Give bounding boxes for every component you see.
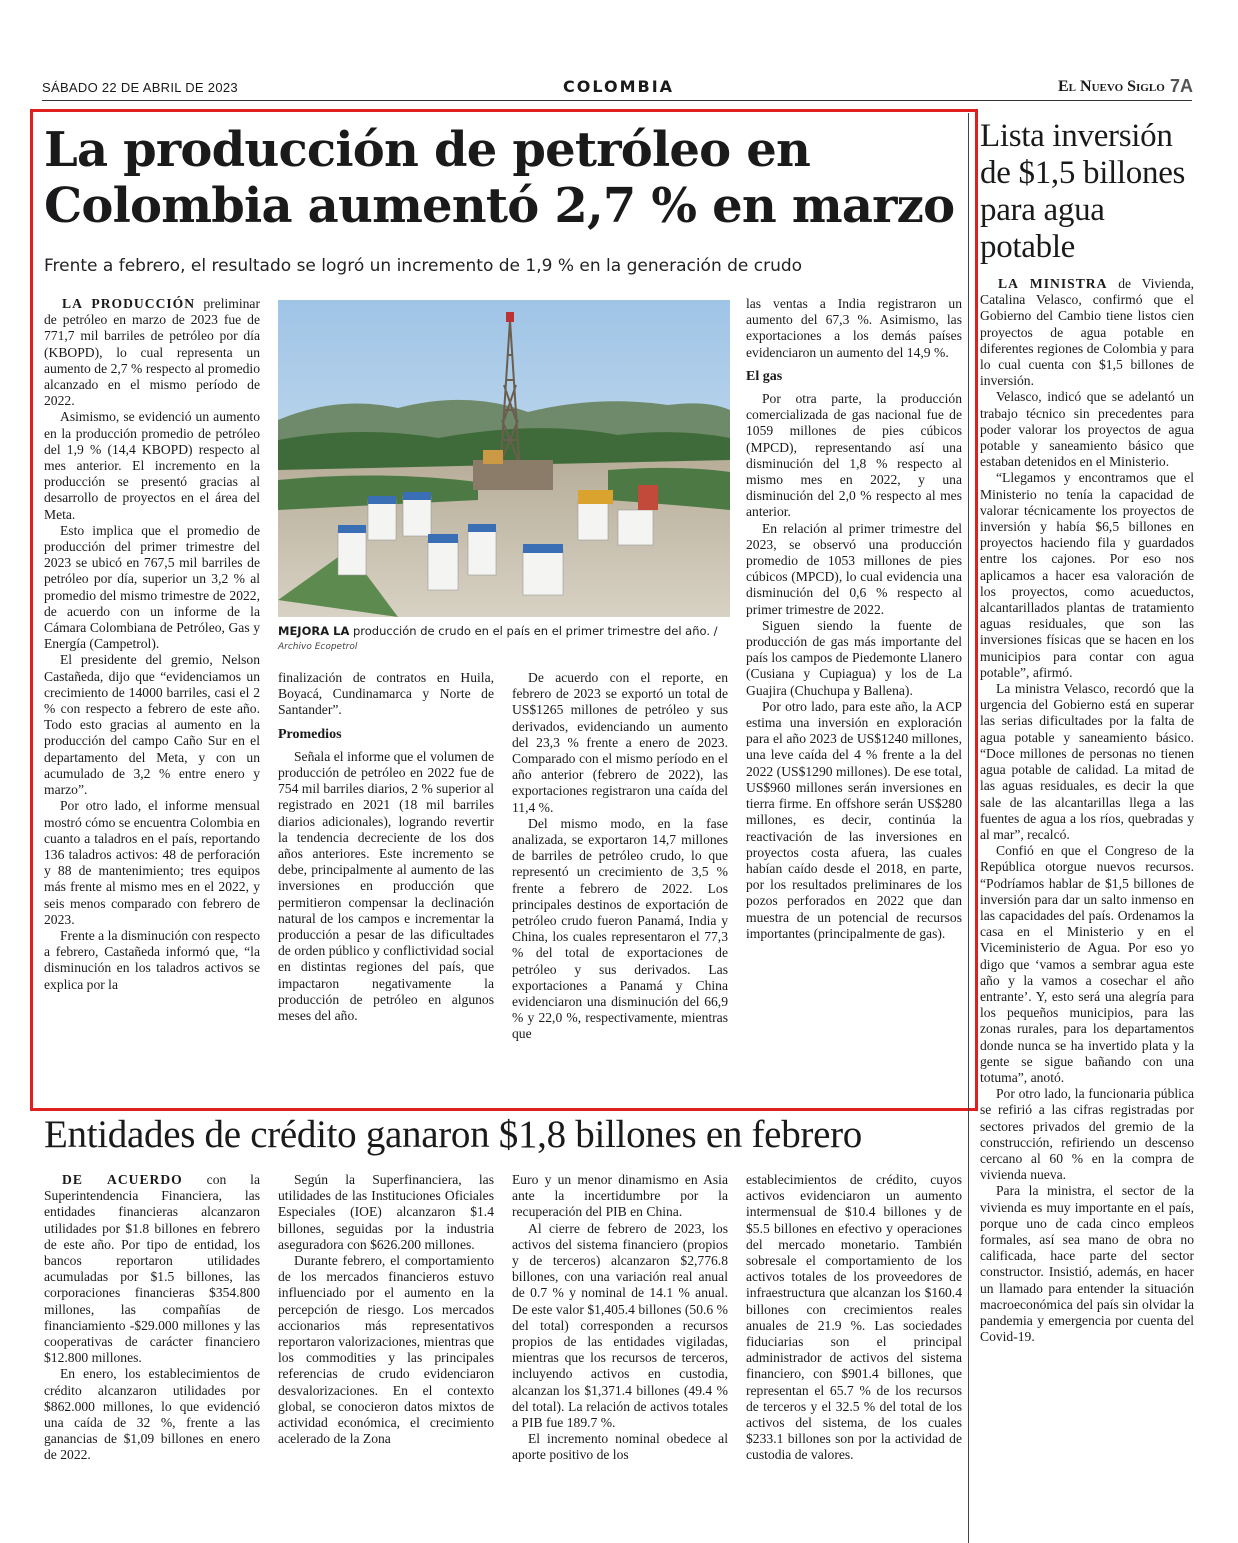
paragraph: El incremento nominal obedece al aporte positivo de los <box>512 1431 728 1463</box>
headline-line-2: Colombia aumentó 2,7 % en marzo <box>44 178 955 234</box>
paragraph: Asimismo, se evidenció un aumento en la producción promedio de petróleo del 1,9 % (14,4 KBOPD) respecto al mes anterior. El incremento en la producción se presentó gracias al desarrollo de proyectos en el área del Meta. <box>44 409 260 522</box>
caption-lead: MEJORA LA <box>278 624 350 638</box>
caption-text: producción de crudo en el país en el primer trimestre del año. / <box>349 624 718 638</box>
lead-in: LA PRODUCCIÓN <box>62 296 196 311</box>
paragraph: Velasco, indicó que se adelantó un trabajo técnico sin precedentes para poder valorar los proyectos de agua potable y saneamiento básico que estaban detenidos en el Ministerio. <box>980 389 1194 470</box>
paragraph: Euro y un menor dinamismo en Asia ante la incertidumbre por la recuperación del PIB en China. <box>512 1172 728 1220</box>
paragraph: finalización de contratos en Huila, Boyacá, Cundinamarca y Norte de Santander”. <box>278 670 494 718</box>
paragraph: Frente a la disminución con respecto a febrero, Castañeda informó que, “la disminución en los taladros activos se explica por la <box>44 927 260 992</box>
paragraph-text: preliminar de petróleo en marzo de 2023 fue de 771,7 mil barriles de petróleo por día (KBOPD), lo cual representa un aumento de 2,7 % respecto al promedio alcanzado en el mismo período de 2022. <box>44 296 260 409</box>
oil-rig-photo <box>278 300 730 617</box>
article-column-2 <box>278 670 494 1024</box>
paragraph: La ministra Velasco, recordó que la urgencia del Gobierno está en superar las serias dificultades por la falta de agua potable y saneamiento básico. “Doce millones de personas no tienen agua potable de calidad. La mitad de las aguas residuales, es decir la que sale de las alcantarillas llega a las fuentes de agua a los ríos, quebradas y al mar”, recalcó. <box>980 681 1194 842</box>
sidebar-column <box>980 276 1194 1345</box>
newspaper-brand: El Nuevo Siglo <box>1058 78 1165 95</box>
article2-headline: Entidades de crédito ganaron $1,8 billones en febrero <box>44 1113 862 1156</box>
paragraph: Por otra parte, la producción comercializada de gas nacional fue de 1059 millones de pies cúbicos (MPCD), representando así una disminución del 1,8 % respecto al mismo mes en 2022, y una disminución del 2,0 % respecto al mes anterior. <box>746 391 962 520</box>
paragraph: Señala el informe que el volumen de producción de petróleo en 2022 fue de 754 mil barriles diarios, 2 % superior al registrado en 2021 (18 mil barriles diarios adicionales), logrando revertir la tendencia decreciente de los dos años anteriores. Este incremento se debe, principalmente al aumento de las inversiones en producción que permitieron compensar la declinación natural de los campos e incrementar la producción a pesar de las dificultades de orden público y conflictividad social en distintas regiones del país, que impactaron negativamente la producción de petróleo en algunos meses del año. <box>278 748 494 1024</box>
article2-column-3 <box>512 1172 728 1464</box>
paragraph: El presidente del gremio, Nelson Castañeda, dijo que “evidenciamos un crecimiento de 14000 barriles, casi el 2 % con respecto a febrero de este año. Todo esto gracias al aumento en la producción del campo Caño Sur en el departamento del Meta, y con un acumulado de 3,2 % entre enero y marzo”. <box>44 652 260 798</box>
photo-credit: Archivo Ecopetrol <box>278 642 358 652</box>
paragraph: Por otro lado, para este año, la ACP estima una inversión en exploración para el año 2023 de US$1240 millones, una leve caída del 4 % frente a la del 2022 (US$1290 millones). De ese total, US$960 millones serán inversiones en tierra firme. En offshore serán US$280 millones, es decir, continúa la reactivación de las inversiones en proyectos costa afuera, las cuales habían caído desde el 2018, en parte, por los resultados preliminares de los pozos perforados en 2022 que dan muestra de un potencial de recursos importantes (principalmente de gas). <box>746 698 962 941</box>
paragraph: Esto implica que el promedio de producción del primer trimestre del 2023 se ubicó en 767,5 mil barriles de petróleo por día, superior un 3,2 % al promedio del mismo trimestre de 2022, de acuerdo con un informe de la Cámara Colombiana de Petróleo, Gas y Energía (Campetrol). <box>44 522 260 652</box>
headline-line-1: La producción de petróleo en <box>44 122 811 178</box>
lead-in: DE ACUERDO <box>62 1172 183 1187</box>
paragraph <box>980 276 1194 389</box>
paragraph: Por otro lado, el informe mensual mostró cómo se encuentra Colombia en cuanto a taladros en el país, reportando 136 taladros activos: 48 de perforación y 88 de mantenimiento; tres equipos más frente al mismo mes en el 2022, y seis menos comparado con febrero de 2023. <box>44 798 260 927</box>
article-subhead: Frente a febrero, el resultado se logró un incremento de 1,9 % en la generación de crudo <box>44 256 803 276</box>
paragraph: Por otro lado, la funcionaria pública se refirió a las cifras registradas por sectores privados del gremio de la construcción, refiriendo un descenso cercano al 60 % en la compra de vivienda nueva. <box>980 1086 1194 1183</box>
paragraph: Confió en que el Congreso de la República otorgue nuevos recursos. “Podríamos hablar de $1,5 billones de inversión para dar un salto inmenso en las capacidades del país. Ordenamos la casa en el Ministerio y en el Viceministerio de Agua. Por eso yo digo que ‘vamos a sembrar agua este año y la vamos a cosechar el año entrante’. Y, esto será una alegría para los pequeños municipios, para las zonas rurales, para los departamentos donde nunca se ha invertido plata y la gente se sigue bañando con una totuma”, anotó. <box>980 843 1194 1085</box>
article2-column-2 <box>278 1172 494 1447</box>
paragraph <box>44 1172 260 1366</box>
paragraph: establecimientos de crédito, cuyos activos evidenciaron un aumento intermensual de $10.4 billones y de $5.5 billones en efectivo y operaciones del mercado monetario. También sobresale el comportamiento de los activos totales de los proveedores de infraestructura que alcanzan los $160.4 billones con crecimientos reales anuales de 21.9 %. Las sociedades fiduciarias son el principal administrador de activos del sistema financiero, con $901.4 billones, que representan el 65.7 % de los recursos de terceros y el 32.5 % del total de los activos del sistema, de los cuales $233.1 billones son por la actividad de custodia de valores. <box>746 1172 962 1463</box>
paragraph: En enero, los establecimientos de crédito alcanzaron utilidades por $862.000 millones, lo que evidenció una caída de 32 %, frente a las ganancias de $1,09 billones en enero de 2022. <box>44 1366 260 1463</box>
sidebar-headline: Lista inversión de $1,5 billones para agua potable <box>980 118 1186 265</box>
folio-rule <box>42 100 1192 101</box>
paragraph-text: de Vivienda, Catalina Velasco, confirmó que el Gobierno del Cambio tiene listos cien proyectos de agua potable en diferentes regiones de Colombia y para lo cual cuenta con $1,5 billones de inversión. <box>980 276 1194 389</box>
paragraph-text: con la Superintendencia Financiera, las entidades financieras alcanzaron utilidades por $1.8 billones en febrero de este año. Por tipo de entidad, los bancos reportaron utilidades acumuladas por $1.5 billones, las corporaciones financieras $354.800 millones, las compañías de financiamiento -$29.000 millones y las cooperativas de carácter financiero $12.800 millones. <box>44 1172 260 1366</box>
page-number: 7A <box>1170 76 1194 96</box>
folio-date: SÁBADO 22 DE ABRIL DE 2023 <box>42 80 238 95</box>
subheading: Promedios <box>278 726 342 742</box>
paragraph: Para la ministra, el sector de la vivienda es muy importante en el país, porque uno de cada cinco empleos formales, así sea mano de obra no calificada, hace parte del sector constructor. Insistió, además, en hacer un llamado para entender la situación macroeconómica del país sin olvidar la pandemia y emergencia por cuenta del Covid-19. <box>980 1183 1194 1345</box>
article-headline <box>44 122 964 234</box>
oil-rig-illustration <box>278 300 730 617</box>
article2-column-4 <box>746 1172 962 1464</box>
paragraph: Según la Superfinanciera, las utilidades de las Instituciones Oficiales Especiales (IOE) alcanzaron $1.4 billones, seguidas por la industria aseguradora con $626.200 millones. <box>278 1172 494 1252</box>
paragraph: De acuerdo con el reporte, en febrero de 2023 se exportó un total de US$1265 millones de petróleo y sus derivados, evidenciando un aumento del 23,3 % frente a enero de 2023. Comparado con el mismo período en el año anterior (febrero de 2022), las exportaciones registraron una caída del 11,4 %. <box>512 670 728 815</box>
photo-caption <box>278 624 728 639</box>
paragraph: las ventas a India registraron un aumento del 67,3 %. Asimismo, las exportaciones a los demás países evidenciaron un aumento del 14,9 %. <box>746 296 962 360</box>
paragraph: “Llegamos y encontramos que el Ministerio no tenía la capacidad de valorar técnicamente los proyectos de inversión y había $6,5 billones en proyectos haciendo fila y guardados entre los cajones. Por eso nos aplicamos a hacer esa valoración de los proyectos, como acueductos, alcantarillados plantas de tratamiento aguas residuales, que son las inversiones físicas que se hacen en los municipios para contar con agua potable”, afirmó. <box>980 470 1194 680</box>
article-column-4 <box>746 296 962 942</box>
subheading: El gas <box>746 368 783 384</box>
paragraph: Siguen siendo la fuente de producción de gas más importante del país los campos de Piedemonte Llanero (Cusiana y Cupiagua) y los de La Guajira (Chuchupa y Ballena). <box>746 617 962 698</box>
article-column-3 <box>512 670 728 1043</box>
article2-column-1 <box>44 1172 260 1464</box>
section-name: COLOMBIA <box>563 77 675 96</box>
column-rule <box>968 113 969 1543</box>
lead-in: LA MINISTRA <box>998 276 1108 291</box>
article-column-1 <box>44 296 260 993</box>
paragraph: Del mismo modo, en la fase analizada, se exportaron 14,7 millones de barriles de petróleo crudo, lo que representó un crecimiento de 3,5 % frente a febrero de 2022. Los principales destinos de exportación de petróleo crudo fueron Panamá, India y China, los cuales representaron el 77,3 % del total de exportaciones de petróleo y sus derivados. Las exportaciones a Panamá y China evidenciaron una disminución del 66,9 % y 22,0 %, respectivamente, mientras que <box>512 815 728 1042</box>
paragraph: Al cierre de febrero de 2023, los activos del sistema financiero (propios y de terceros) alcanzaron $2,776.8 billones, con una variación real anual de 0.7 % y nominal de 14.1 % anual. De este valor $1,405.4 billones (50.6 % del total) corresponden a recursos propios de las entidades vigiladas, mientras que los recursos de terceros, incluyendo activos en custodia, alcanzan los $1,371.4 billones (49.4 % del total). La relación de activos totales a PIB fue 189.7 %. <box>512 1220 728 1431</box>
paragraph: En relación al primer trimestre del 2023, se observó una producción promedio de 1053 millones de pies cúbicos (MPCD), lo cual evidencia una disminución del 0,6 % respecto al primer trimestre de 2022. <box>746 520 962 617</box>
paragraph <box>44 296 260 409</box>
paragraph: Durante febrero, el comportamiento de los mercados financieros estuvo influenciado por el aumento en la percepción de riesgo. Los mercados accionarios más representativos reportaron valorizaciones, mientras que los commodities y las principales referencias de crudo evidenciaron desvalorizaciones. En el contexto global, se conocieron datos mixtos de actividad económica, el crecimiento acelerado de la Zona <box>278 1253 494 1447</box>
